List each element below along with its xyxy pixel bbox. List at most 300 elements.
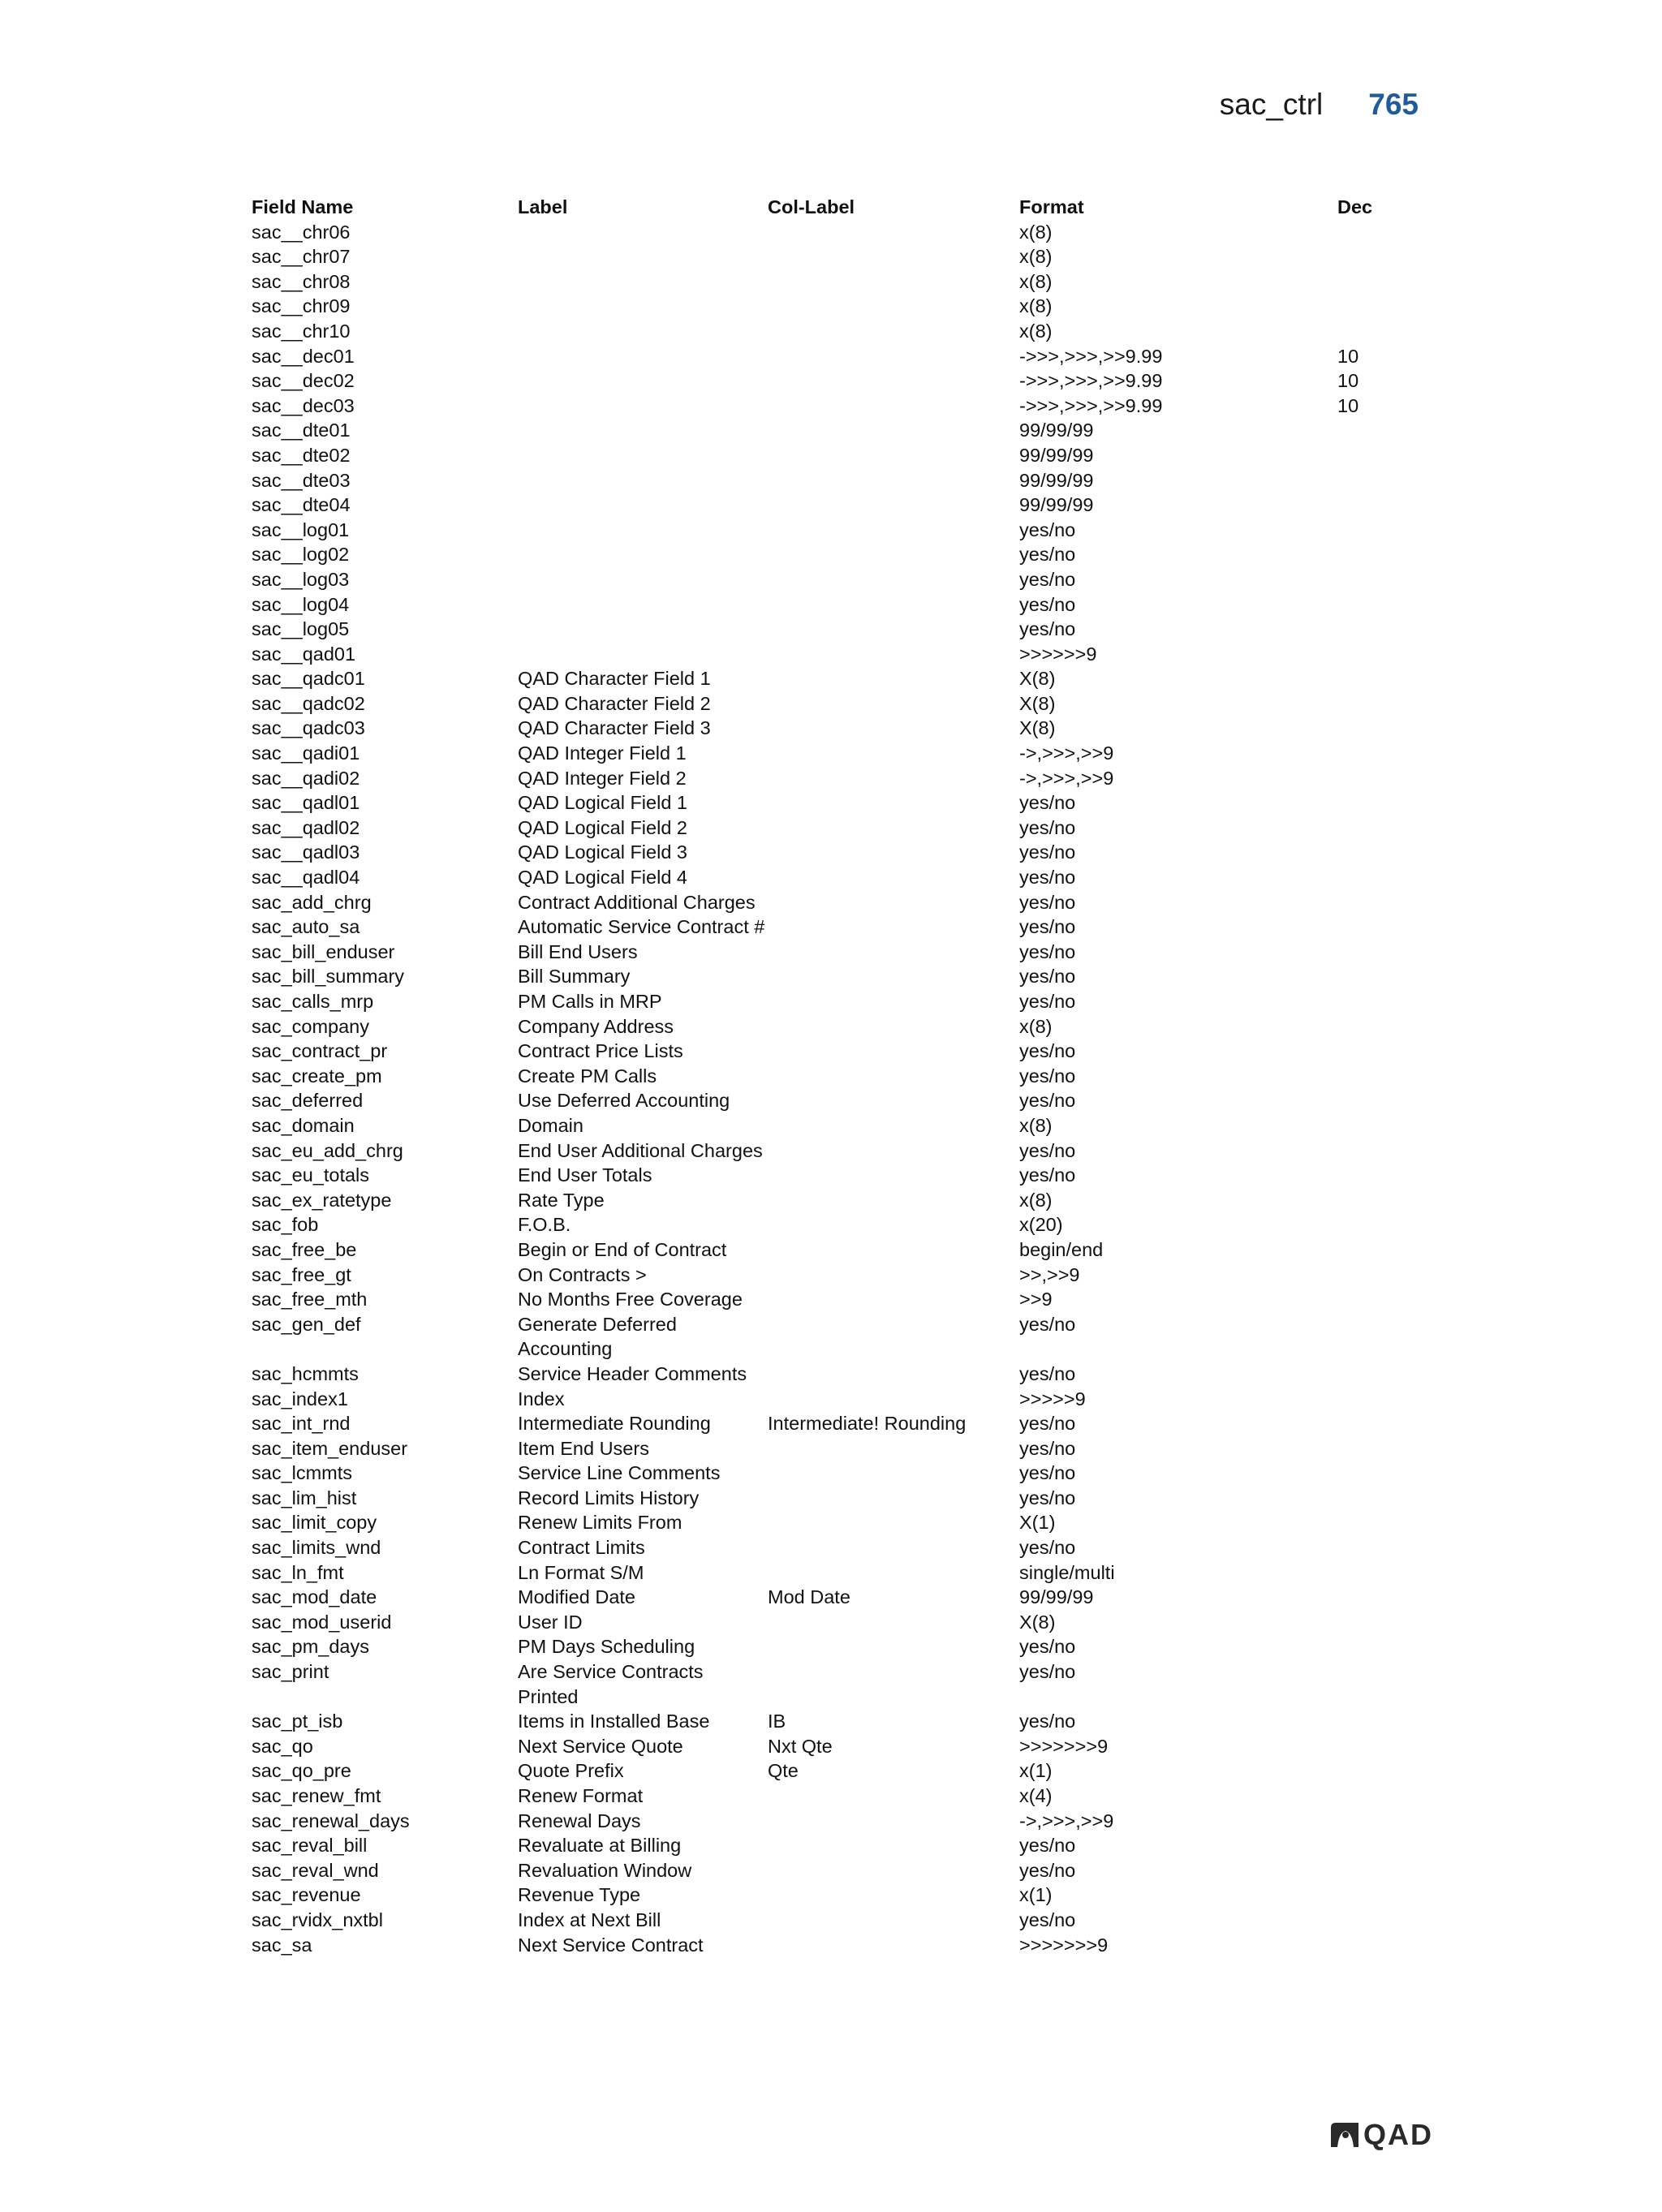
- label-cell: QAD Character Field 3: [518, 717, 711, 739]
- dec-cell: [1337, 865, 1419, 890]
- col-label-cell: [768, 418, 1019, 443]
- col-label-cell: [768, 766, 1019, 791]
- col-label-cell: [768, 1833, 1019, 1858]
- qad-logo-text: QAD: [1363, 2118, 1433, 2151]
- dec-cell: [1337, 1809, 1419, 1834]
- table-row: [252, 840, 1420, 865]
- col-label-cell: [768, 816, 1019, 841]
- dec-cell: [1337, 1387, 1419, 1412]
- field-name-cell: sac_lim_hist: [252, 1487, 357, 1508]
- label-cell: Begin or End of Contract: [518, 1238, 727, 1260]
- label-cell: Revaluation Window: [518, 1859, 692, 1881]
- label-cell: No Months Free Coverage: [518, 1289, 743, 1310]
- col-label-cell: [768, 989, 1019, 1014]
- table-row: [252, 418, 1420, 443]
- field-name-cell: sac__qadl03: [252, 841, 360, 863]
- col-label-cell: [768, 716, 1019, 741]
- dec-cell: [1337, 1858, 1419, 1883]
- dec-cell: [1337, 1758, 1419, 1784]
- col-label-cell: [768, 1784, 1019, 1809]
- col-label-cell: [768, 244, 1019, 269]
- field-name-cell: sac_contract_pr: [252, 1040, 388, 1062]
- col-label-cell: [768, 567, 1019, 592]
- format-cell: yes/no: [1019, 1636, 1076, 1658]
- col-label-cell: [768, 1634, 1019, 1659]
- col-label-cell: [768, 1212, 1019, 1237]
- col-label-cell: [768, 642, 1019, 667]
- table-row: [252, 1312, 1420, 1362]
- format-cell: ->>>,>>>,>>9.99: [1019, 394, 1163, 416]
- table-row: [252, 1883, 1420, 1908]
- format-cell: yes/no: [1019, 1661, 1076, 1683]
- table-row: [252, 1833, 1420, 1858]
- table-header-row: [252, 195, 1420, 220]
- col-label-cell: [768, 344, 1019, 369]
- format-cell: yes/no: [1019, 1437, 1076, 1459]
- col-label-cell: [768, 790, 1019, 816]
- col-label-cell: [768, 1039, 1019, 1064]
- table-row: [252, 468, 1420, 493]
- dec-cell: [1337, 1039, 1419, 1064]
- format-cell: yes/no: [1019, 991, 1076, 1012]
- table-row: [252, 1014, 1420, 1039]
- table-row: [252, 1908, 1420, 1933]
- table-row: [252, 1064, 1420, 1089]
- label-cell: Use Deferred Accounting: [518, 1090, 730, 1112]
- format-cell: ->,>>>,>>9: [1019, 767, 1114, 789]
- field-name-cell: sac__dte02: [252, 444, 351, 466]
- format-cell: yes/no: [1019, 519, 1076, 540]
- table-row: [252, 964, 1420, 989]
- col-label-cell: [768, 518, 1019, 543]
- col-label-cell: Nxt Qte: [768, 1735, 833, 1757]
- field-name-cell: sac__chr09: [252, 295, 351, 317]
- dec-cell: [1337, 1560, 1419, 1586]
- table-row: [252, 666, 1420, 691]
- column-header-label: Label: [518, 196, 568, 217]
- label-cell: QAD Integer Field 1: [518, 742, 687, 764]
- table-row: [252, 368, 1420, 394]
- field-name-cell: sac_revenue: [252, 1884, 361, 1906]
- col-label-cell: [768, 394, 1019, 419]
- col-label-cell: [768, 319, 1019, 344]
- table-row: [252, 1535, 1420, 1560]
- dec-cell: [1337, 1113, 1419, 1138]
- field-name-cell: sac_company: [252, 1015, 369, 1037]
- format-cell: X(8): [1019, 692, 1056, 714]
- field-name-cell: sac_mod_userid: [252, 1611, 392, 1633]
- format-cell: x(8): [1019, 295, 1053, 317]
- field-name-cell: sac__log03: [252, 568, 350, 590]
- table-row: [252, 890, 1420, 915]
- field-name-cell: sac_free_be: [252, 1238, 357, 1260]
- field-name-cell: sac_free_gt: [252, 1263, 351, 1285]
- table-row: [252, 1610, 1420, 1635]
- field-name-cell: sac__dec02: [252, 370, 355, 392]
- label-cell: Contract Limits: [518, 1537, 645, 1559]
- col-label-cell: [768, 1908, 1019, 1933]
- label-cell: Intermediate Rounding: [518, 1413, 711, 1435]
- table-row: [252, 716, 1420, 741]
- field-name-cell: sac__dec03: [252, 394, 355, 416]
- table-row: [252, 1461, 1420, 1486]
- column-header-dec: Dec: [1337, 196, 1373, 217]
- field-name-cell: sac__qadl04: [252, 867, 360, 889]
- table-row: [252, 294, 1420, 319]
- table-row: [252, 518, 1420, 543]
- col-label-cell: [768, 1362, 1019, 1387]
- label-cell: F.O.B.: [518, 1214, 571, 1236]
- dec-cell: [1337, 1411, 1419, 1436]
- field-name-cell: sac__qadl02: [252, 816, 360, 838]
- dec-cell: [1337, 964, 1419, 989]
- table-row: [252, 493, 1420, 518]
- format-cell: yes/no: [1019, 1537, 1076, 1559]
- label-cell: Next Service Quote: [518, 1735, 683, 1757]
- format-cell: ->,>>>,>>9: [1019, 1810, 1114, 1831]
- label-cell: Bill Summary: [518, 966, 631, 988]
- table-row: [252, 1809, 1420, 1834]
- format-cell: ->,>>>,>>9: [1019, 742, 1114, 764]
- col-label-cell: [768, 443, 1019, 468]
- dec-cell: [1337, 220, 1419, 245]
- format-cell: single/multi: [1019, 1561, 1115, 1583]
- field-name-cell: sac_bill_enduser: [252, 940, 395, 962]
- label-cell: QAD Logical Field 1: [518, 792, 687, 814]
- dec-cell: [1337, 1163, 1419, 1188]
- format-cell: >>>>>9: [1019, 1388, 1086, 1409]
- field-name-cell: sac_mod_date: [252, 1586, 377, 1608]
- label-cell: Items in Installed Base: [518, 1711, 710, 1732]
- format-cell: 99/99/99: [1019, 420, 1094, 441]
- table-row: [252, 914, 1420, 940]
- table-row: [252, 790, 1420, 816]
- col-label-cell: [768, 220, 1019, 245]
- format-cell: yes/no: [1019, 593, 1076, 615]
- col-label-cell: [768, 1113, 1019, 1138]
- label-cell: Renew Format: [518, 1785, 644, 1806]
- field-name-cell: sac__chr06: [252, 221, 351, 243]
- field-name-cell: sac__qadc02: [252, 692, 365, 714]
- dec-cell: [1337, 567, 1419, 592]
- label-cell: [518, 344, 768, 369]
- table-row: [252, 443, 1420, 468]
- dec-cell: [1337, 592, 1419, 618]
- format-cell: yes/no: [1019, 1065, 1076, 1087]
- format-cell: X(1): [1019, 1512, 1056, 1534]
- page-header: [1220, 88, 1419, 122]
- label-cell: Index: [518, 1388, 565, 1409]
- col-label-cell: [768, 940, 1019, 965]
- table-row: [252, 1237, 1420, 1263]
- format-cell: 99/99/99: [1019, 444, 1094, 466]
- dec-cell: [1337, 1014, 1419, 1039]
- table-row: [252, 642, 1420, 667]
- dec-cell: [1337, 1535, 1419, 1560]
- label-cell: Next Service Contract: [518, 1934, 704, 1956]
- label-cell: [518, 368, 768, 394]
- col-label-cell: [768, 1809, 1019, 1834]
- col-label-cell: [768, 468, 1019, 493]
- column-header-format: Format: [1019, 196, 1084, 217]
- field-name-cell: sac__chr08: [252, 270, 351, 292]
- field-name-cell: sac_ex_ratetype: [252, 1189, 392, 1211]
- format-cell: x(20): [1019, 1214, 1063, 1236]
- table-row: [252, 1585, 1420, 1610]
- label-cell: [518, 468, 768, 493]
- col-label-cell: [768, 1461, 1019, 1486]
- label-cell: Generate Deferred Accounting: [518, 1313, 677, 1360]
- label-cell: Rate Type: [518, 1189, 605, 1211]
- field-name-cell: sac_print: [252, 1661, 329, 1683]
- table-row: [252, 1263, 1420, 1288]
- col-label-cell: [768, 1138, 1019, 1164]
- field-name-cell: sac_create_pm: [252, 1065, 382, 1087]
- format-cell: yes/no: [1019, 841, 1076, 863]
- dec-cell: [1337, 1734, 1419, 1759]
- col-label-cell: [768, 964, 1019, 989]
- table-row: [252, 1634, 1420, 1659]
- field-name-cell: sac_eu_add_chrg: [252, 1139, 403, 1161]
- format-cell: X(8): [1019, 717, 1056, 739]
- format-cell: >>9: [1019, 1289, 1053, 1310]
- table-row: [252, 394, 1420, 419]
- col-label-cell: [768, 1486, 1019, 1511]
- table-row: [252, 1287, 1420, 1312]
- dec-cell: 10: [1337, 345, 1359, 367]
- format-cell: yes/no: [1019, 618, 1076, 640]
- table-row: [252, 1411, 1420, 1436]
- dec-cell: [1337, 1461, 1419, 1486]
- dec-cell: [1337, 816, 1419, 841]
- dec-cell: [1337, 1362, 1419, 1387]
- label-cell: [518, 244, 768, 269]
- format-cell: yes/no: [1019, 916, 1076, 938]
- label-cell: [518, 493, 768, 518]
- format-cell: yes/no: [1019, 966, 1076, 988]
- label-cell: QAD Logical Field 2: [518, 816, 687, 838]
- field-name-cell: sac_pt_isb: [252, 1711, 343, 1732]
- table-row: [252, 1709, 1420, 1734]
- table-row: [252, 741, 1420, 766]
- dec-cell: [1337, 766, 1419, 791]
- label-cell: [518, 269, 768, 295]
- table-row: [252, 1784, 1420, 1809]
- dec-cell: [1337, 1436, 1419, 1461]
- label-cell: Company Address: [518, 1015, 674, 1037]
- dec-cell: [1337, 1088, 1419, 1113]
- field-name-cell: sac__log04: [252, 593, 350, 615]
- format-cell: yes/no: [1019, 1040, 1076, 1062]
- col-label-cell: IB: [768, 1711, 786, 1732]
- table-row: [252, 1659, 1420, 1709]
- label-cell: QAD Character Field 2: [518, 692, 711, 714]
- col-label-cell: [768, 1933, 1019, 1958]
- dec-cell: [1337, 914, 1419, 940]
- dec-cell: [1337, 890, 1419, 915]
- label-cell: Automatic Service Contract #: [518, 916, 765, 938]
- format-cell: yes/no: [1019, 568, 1076, 590]
- field-name-cell: sac__qadi02: [252, 767, 360, 789]
- label-cell: [518, 443, 768, 468]
- col-label-cell: [768, 914, 1019, 940]
- col-label-cell: Intermediate! Rounding: [768, 1413, 967, 1435]
- dec-cell: [1337, 493, 1419, 518]
- col-label-cell: [768, 1188, 1019, 1213]
- col-label-cell: [768, 1510, 1019, 1535]
- format-cell: begin/end: [1019, 1238, 1104, 1260]
- field-name-cell: sac_free_mth: [252, 1289, 368, 1310]
- label-cell: [518, 319, 768, 344]
- qad-logo: [1329, 2118, 1433, 2152]
- format-cell: x(8): [1019, 320, 1053, 342]
- column-header-col-label: Col-Label: [768, 196, 855, 217]
- dec-cell: [1337, 1486, 1419, 1511]
- col-label-cell: [768, 1088, 1019, 1113]
- field-name-cell: sac_item_enduser: [252, 1437, 408, 1459]
- col-label-cell: [768, 592, 1019, 618]
- field-name-cell: sac_fob: [252, 1214, 319, 1236]
- field-name-cell: sac_ln_fmt: [252, 1561, 344, 1583]
- field-name-cell: sac_pm_days: [252, 1636, 369, 1658]
- label-cell: QAD Character Field 1: [518, 668, 711, 690]
- format-cell: X(8): [1019, 1611, 1056, 1633]
- format-cell: yes/no: [1019, 792, 1076, 814]
- label-cell: [518, 592, 768, 618]
- format-cell: yes/no: [1019, 1413, 1076, 1435]
- table-row: [252, 1933, 1420, 1958]
- label-cell: Bill End Users: [518, 940, 638, 962]
- col-label-cell: [768, 493, 1019, 518]
- format-cell: yes/no: [1019, 1139, 1076, 1161]
- dec-cell: 10: [1337, 394, 1359, 416]
- format-cell: yes/no: [1019, 1164, 1076, 1186]
- label-cell: [518, 542, 768, 567]
- table-row: [252, 1436, 1420, 1461]
- table-row: [252, 1486, 1420, 1511]
- dec-cell: [1337, 1287, 1419, 1312]
- col-label-cell: [768, 1287, 1019, 1312]
- col-label-cell: [768, 1387, 1019, 1412]
- field-name-cell: sac__dte01: [252, 420, 351, 441]
- dec-cell: [1337, 468, 1419, 493]
- col-label-cell: [768, 294, 1019, 319]
- dec-cell: [1337, 1064, 1419, 1089]
- format-cell: yes/no: [1019, 1462, 1076, 1484]
- label-cell: Renew Limits From: [518, 1512, 682, 1534]
- format-cell: yes/no: [1019, 1487, 1076, 1508]
- dec-cell: [1337, 1585, 1419, 1610]
- label-cell: Index at Next Bill: [518, 1909, 661, 1930]
- dec-cell: [1337, 1634, 1419, 1659]
- field-name-cell: sac__log02: [252, 544, 350, 566]
- format-cell: x(8): [1019, 1189, 1053, 1211]
- format-cell: 99/99/99: [1019, 1586, 1094, 1608]
- format-cell: yes/no: [1019, 816, 1076, 838]
- field-name-cell: sac__qadi01: [252, 742, 360, 764]
- dec-cell: [1337, 716, 1419, 741]
- col-label-cell: [768, 1436, 1019, 1461]
- table-row: [252, 269, 1420, 295]
- table-row: [252, 244, 1420, 269]
- dec-cell: [1337, 269, 1419, 295]
- field-name-cell: sac_deferred: [252, 1090, 364, 1112]
- table-row: [252, 1560, 1420, 1586]
- table-row: [252, 319, 1420, 344]
- label-cell: [518, 394, 768, 419]
- format-cell: ->>>,>>>,>>9.99: [1019, 345, 1163, 367]
- dec-cell: [1337, 840, 1419, 865]
- col-label-cell: [768, 1535, 1019, 1560]
- label-cell: Revenue Type: [518, 1884, 641, 1906]
- dec-cell: [1337, 1610, 1419, 1635]
- col-label-cell: [768, 865, 1019, 890]
- table-row: [252, 542, 1420, 567]
- table-row: [252, 1138, 1420, 1164]
- dec-cell: [1337, 518, 1419, 543]
- label-cell: Create PM Calls: [518, 1065, 657, 1087]
- dec-cell: 10: [1337, 370, 1359, 392]
- field-table: [252, 195, 1420, 1957]
- label-cell: Domain: [518, 1114, 583, 1136]
- field-name-cell: sac_add_chrg: [252, 891, 372, 913]
- label-cell: Item End Users: [518, 1437, 649, 1459]
- table-row: [252, 1362, 1420, 1387]
- dec-cell: [1337, 1784, 1419, 1809]
- label-cell: Are Service Contracts Printed: [518, 1661, 704, 1707]
- col-label-cell: [768, 691, 1019, 717]
- table-row: [252, 766, 1420, 791]
- field-name-cell: sac_limits_wnd: [252, 1537, 381, 1559]
- table-row: [252, 1387, 1420, 1412]
- table-body: [252, 220, 1420, 1958]
- label-cell: [518, 220, 768, 245]
- dec-cell: [1337, 1883, 1419, 1908]
- label-cell: Service Header Comments: [518, 1362, 747, 1384]
- dec-cell: [1337, 642, 1419, 667]
- col-label-cell: [768, 1883, 1019, 1908]
- field-name-cell: sac__dte03: [252, 469, 351, 491]
- dec-cell: [1337, 1908, 1419, 1933]
- table-row: [252, 865, 1420, 890]
- page-number: 765: [1368, 88, 1419, 121]
- col-label-cell: [768, 617, 1019, 642]
- table-row: [252, 344, 1420, 369]
- label-cell: [518, 642, 768, 667]
- format-cell: x(8): [1019, 1114, 1053, 1136]
- format-cell: yes/no: [1019, 1859, 1076, 1881]
- table-row: [252, 1734, 1420, 1759]
- field-name-cell: sac__log05: [252, 618, 350, 640]
- dec-cell: [1337, 1933, 1419, 1958]
- dec-cell: [1337, 1659, 1419, 1709]
- format-cell: >>>>>>9: [1019, 643, 1097, 665]
- format-cell: yes/no: [1019, 891, 1076, 913]
- label-cell: PM Calls in MRP: [518, 991, 662, 1012]
- field-name-cell: sac_hcmmts: [252, 1362, 359, 1384]
- dec-cell: [1337, 244, 1419, 269]
- dec-cell: [1337, 741, 1419, 766]
- dec-cell: [1337, 319, 1419, 344]
- format-cell: >>,>>9: [1019, 1263, 1080, 1285]
- table-row: [252, 1758, 1420, 1784]
- dec-cell: [1337, 1263, 1419, 1288]
- col-label-cell: [768, 890, 1019, 915]
- label-cell: On Contracts >: [518, 1263, 647, 1285]
- table-row: [252, 567, 1420, 592]
- field-name-cell: sac_eu_totals: [252, 1164, 370, 1186]
- field-name-cell: sac_reval_bill: [252, 1835, 368, 1857]
